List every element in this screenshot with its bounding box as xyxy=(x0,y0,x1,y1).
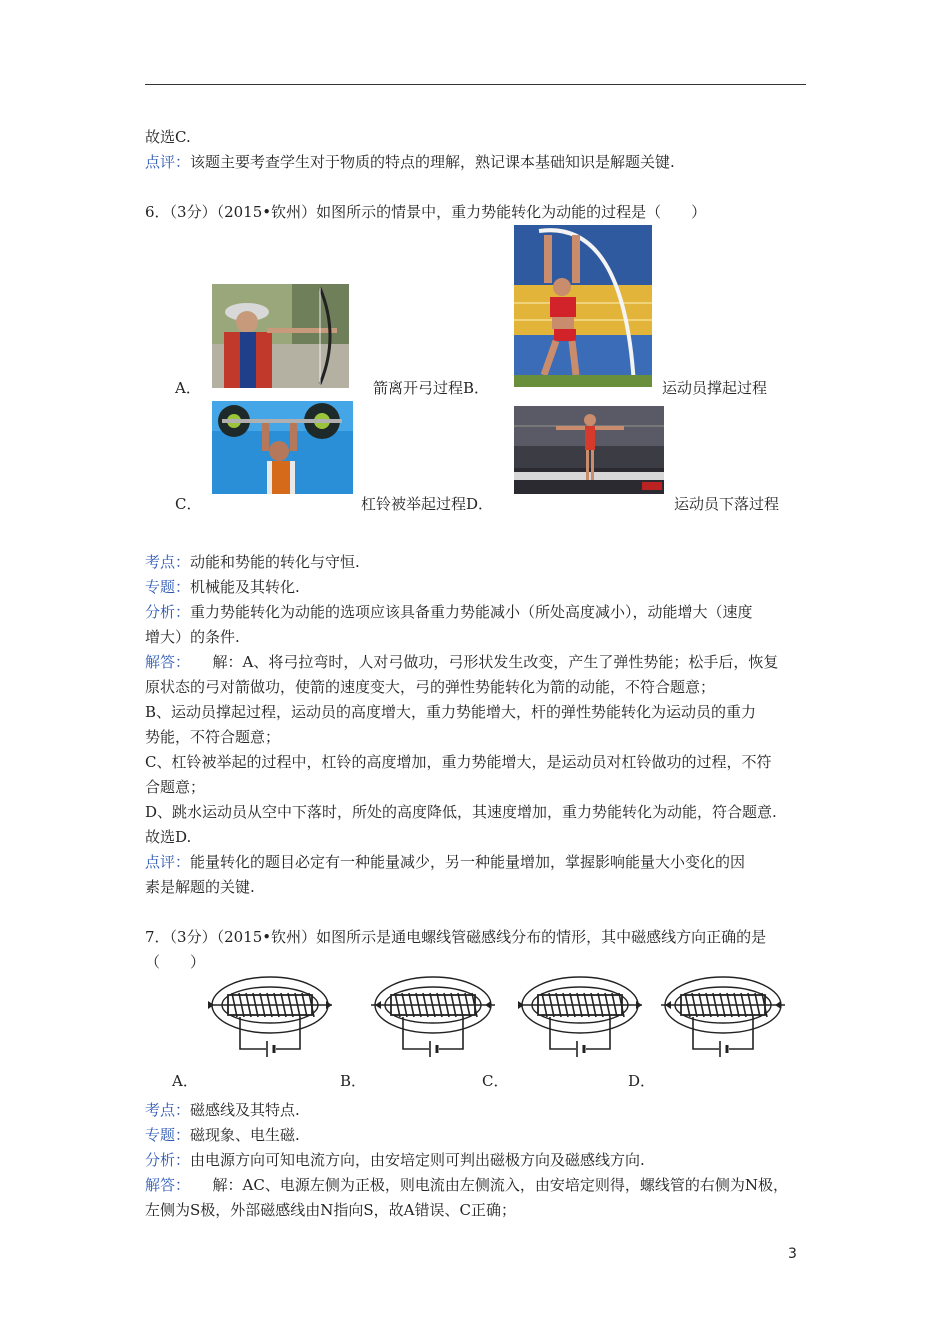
q6-photo-pole-vault xyxy=(514,225,652,387)
q6-fenxi-cont: 增大）的条件. xyxy=(145,628,240,646)
q6-jieda-line: 原状态的弓对箭做功，使箭的速度变大，弓的弹性势能转化为箭的动能，不符合题意； xyxy=(145,678,716,696)
q6-option-c-letter: C． xyxy=(175,495,202,513)
q6-photo-weightlifter xyxy=(212,401,353,494)
q7-option-c: C． xyxy=(482,1072,509,1090)
q6-option-a-text: 箭离开弓过程B． xyxy=(373,379,490,397)
solenoid-figure xyxy=(355,973,510,1061)
q7-kaodian: 考点：磁感线及其特点. xyxy=(145,1101,300,1119)
solenoid-figure xyxy=(192,973,347,1061)
q6-photo-archer xyxy=(212,284,349,388)
q6-jieda: 解答： 解：A、将弓拉弯时，人对弓做功，弓形状发生改变，产生了弹性势能；松手后，恢复 xyxy=(145,653,779,671)
q6-dianping-cont: 素是解题的关键. xyxy=(145,878,255,896)
q6-option-a-letter: A． xyxy=(175,379,201,397)
q7-stem: 7．（3分）（2015•钦州）如图所示是通电螺线管磁感线分布的情形，其中磁感线方向正确的是 xyxy=(145,928,767,946)
q7-option-a: A． xyxy=(172,1072,198,1090)
q6-jieda-line: 合题意； xyxy=(145,778,206,796)
q6-jieda-line: D、跳水运动员从空中下落时，所处的高度降低，其速度增加，重力势能转化为动能，符合题意. xyxy=(145,803,777,821)
q7-zhuanti: 专题：磁现象、电生磁. xyxy=(145,1126,300,1144)
header-rule xyxy=(145,84,806,85)
solenoid-figure xyxy=(502,973,657,1061)
q6-option-d-text: 运动员下落过程 xyxy=(674,495,780,513)
q7-jieda-cont: 左侧为S极，外部磁感线由N指向S，故A错误、C正确； xyxy=(145,1201,516,1219)
q6-jieda-line: 故选D. xyxy=(145,828,192,846)
q6-option-b-text: 运动员撑起过程 xyxy=(662,379,768,397)
prev-comment: 点评：该题主要考查学生对于物质的特点的理解，熟记课本基础知识是解题关键. xyxy=(145,153,675,171)
q6-jieda-line: 势能，不符合题意； xyxy=(145,728,281,746)
q7-option-d: D． xyxy=(628,1072,656,1090)
q6-photo-diver xyxy=(514,406,664,494)
q7-fenxi: 分析：由电源方向可知电流方向，由安培定则可判出磁极方向及磁感线方向. xyxy=(145,1151,645,1169)
q6-dianping: 点评：能量转化的题目必定有一种能量减少，另一种能量增加，掌握影响能量大小变化的因 xyxy=(145,853,746,871)
q7-option-b: B． xyxy=(340,1072,367,1090)
solenoid-figure xyxy=(645,973,800,1061)
q6-option-c-text: 杠铃被举起过程D． xyxy=(361,495,494,513)
q6-zhuanti: 专题：机械能及其转化. xyxy=(145,578,300,596)
q6-kaodian: 考点：动能和势能的转化与守恒. xyxy=(145,553,360,571)
q7-jieda: 解答： 解：AC、电源左侧为正极，则电流由左侧流入，由安培定则得，螺线管的右侧为N极， xyxy=(145,1176,788,1194)
q7-stem-cont: （ ） xyxy=(145,953,206,971)
q6-jieda-line: B、运动员撑起过程，运动员的高度增大，重力势能增大，杆的弹性势能转化为运动员的重力 xyxy=(145,703,757,721)
q6-fenxi: 分析：重力势能转化为动能的选项应该具备重力势能减小（所处高度减小），动能增大（速度 xyxy=(145,603,753,621)
q6-stem: 6．（3分）（2015•钦州）如图所示的情景中，重力势能转化为动能的过程是（ ） xyxy=(145,203,707,221)
page-number: 3 xyxy=(788,1246,797,1262)
prev-conclusion: 故选C. xyxy=(145,128,191,146)
q6-jieda-line: C、杠铃被举起的过程中，杠铃的高度增加，重力势能增大，是运动员对杠铃做功的过程，不符 xyxy=(145,753,772,771)
